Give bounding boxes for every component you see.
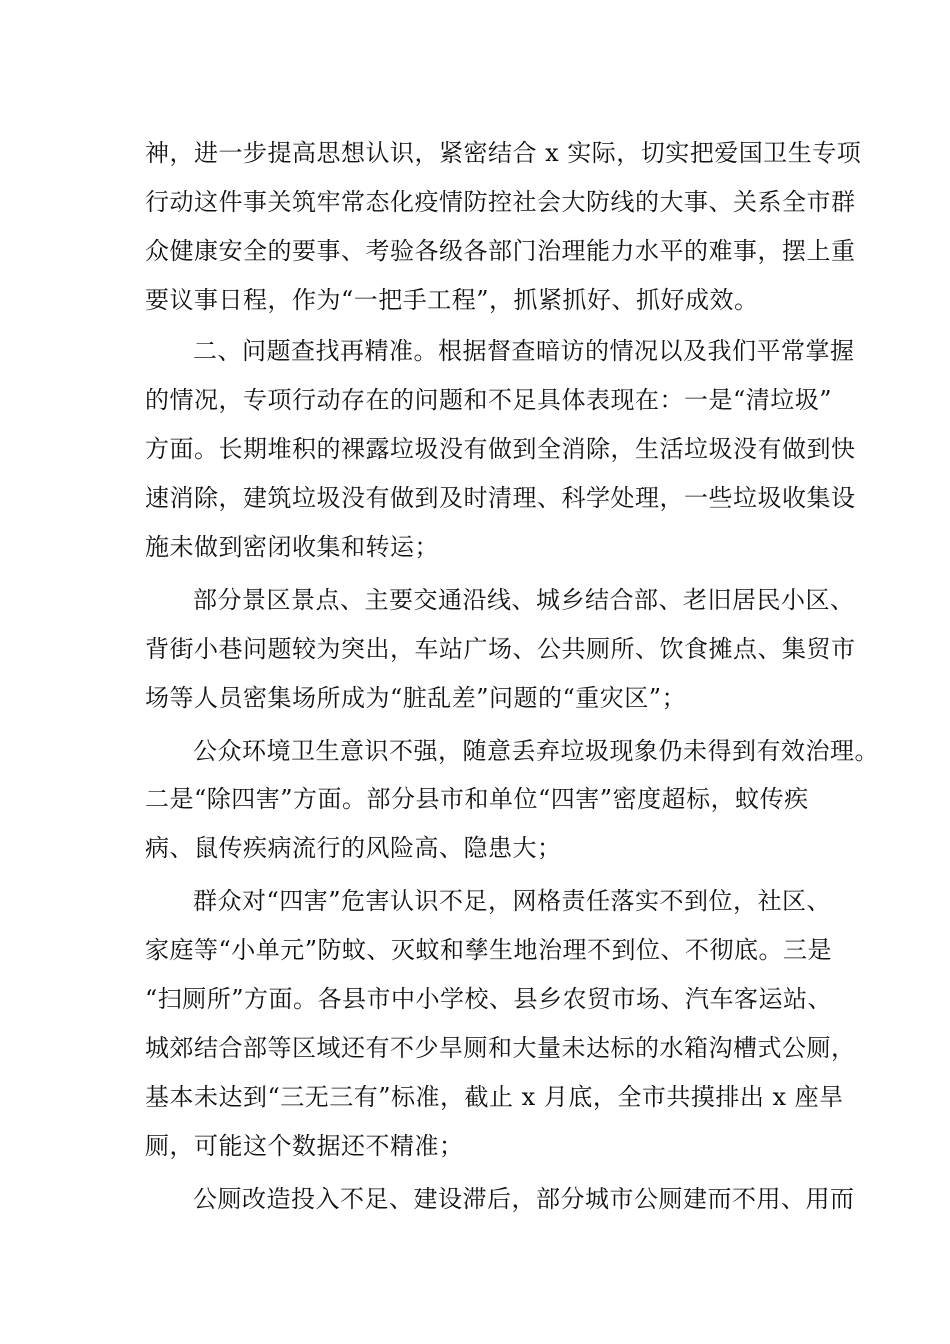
paragraph-start-line: 二、问题查找再精准。根据督查暗访的情况以及我们平常掌握	[193, 337, 855, 365]
text-line: 速消除，建筑垃圾没有做到及时清理、科学处理，一些垃圾收集设	[145, 484, 856, 512]
text-line: 施未做到密闭收集和转运；	[145, 533, 439, 561]
text-line: 众健康安全的要事、考验各级各部门治理能力水平的难事，摆上重	[145, 237, 856, 265]
text-line: 背街小巷问题较为突出，车站广场、公共厕所、饮食摊点、集贸市	[145, 635, 856, 663]
text-line: 要议事日程，作为“一把手工程”，抓紧抓好、抓好成效。	[145, 286, 759, 314]
text-line: 病、鼠传疾病流行的风险高、隐患大；	[145, 834, 562, 862]
text-line: 神，进一步提高思想认识，紧密结合 x 实际，切实把爱国卫生专项	[145, 139, 862, 167]
paragraph-start-line: 部分景区景点、主要交通沿线、城乡结合部、老旧居民小区、	[193, 586, 855, 614]
text-line: “扫厕所”方面。各县市中小学校、县乡农贸市场、汽车客运站、	[145, 985, 833, 1013]
text-line: 厕，可能这个数据还不精准；	[145, 1132, 464, 1160]
text-line: 场等人员密集场所成为“脏乱差”问题的“重灾区”；	[145, 684, 687, 712]
paragraph-start-line: 群众对“四害”危害认识不足，网格责任落实不到位，社区、	[193, 887, 832, 915]
paragraph-start-line: 公众环境卫生意识不强，随意丢弃垃圾现象仍未得到有效治理。	[193, 737, 879, 765]
paragraph-start-line: 公厕改造投入不足、建设滞后，部分城市公厕建而不用、用而	[193, 1185, 855, 1213]
text-line: 城郊结合部等区域还有不少旱厕和大量未达标的水箱沟槽式公厕，	[145, 1034, 856, 1062]
text-line: 家庭等“小单元”防蚊、灭蚊和孳生地治理不到位、不彻底。三是	[145, 936, 833, 964]
text-line: 二是“除四害”方面。部分县市和单位“四害”密度超标，蚊传疾	[145, 785, 809, 813]
text-line: 的情况，专项行动存在的问题和不足具体表现在：一是“清垃圾”	[145, 386, 833, 414]
text-line: 方面。长期堆积的裸露垃圾没有做到全消除，生活垃圾没有做到快	[145, 435, 856, 463]
text-line: 行动这件事关筑牢常态化疫情防控社会大防线的大事、关系全市群	[145, 188, 856, 216]
text-line: 基本未达到“三无三有”标准，截止 x 月底，全市共摸排出 x 座旱	[145, 1083, 844, 1111]
